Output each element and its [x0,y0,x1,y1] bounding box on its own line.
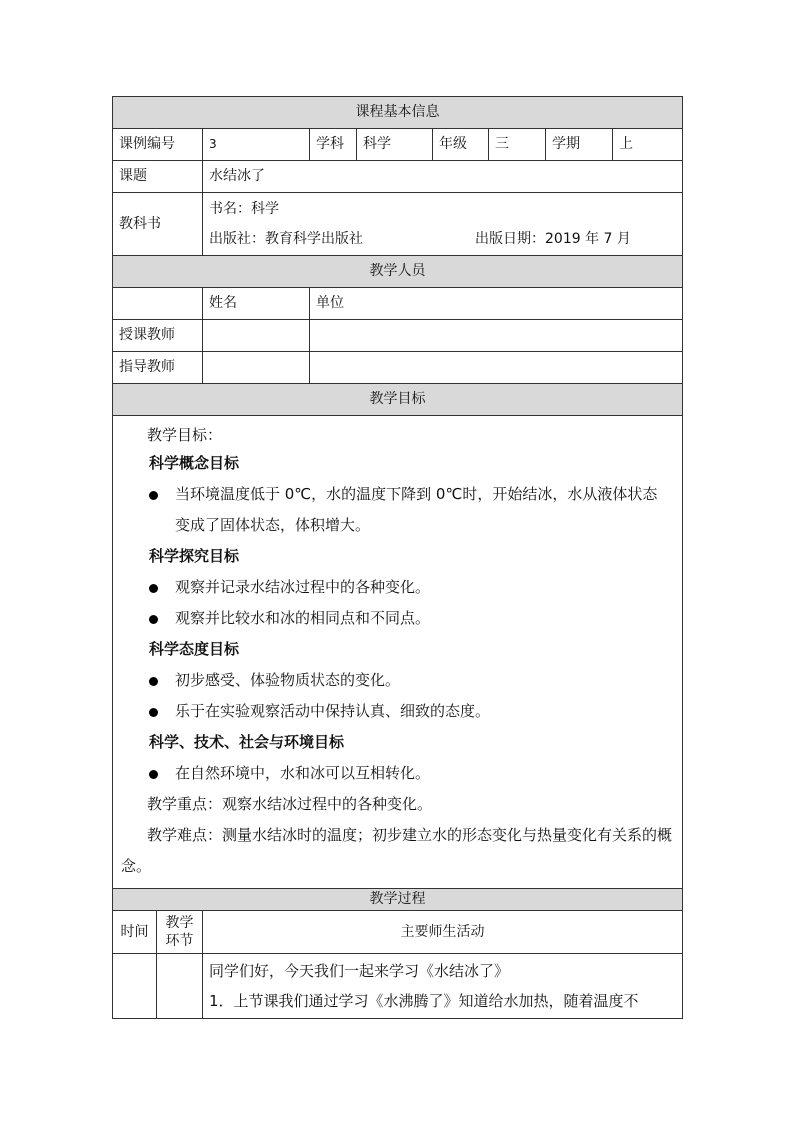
staff-columns-row [113,288,683,320]
attitude-goal-title: 科学态度目标 [149,640,240,658]
staff-blank-cell [113,288,203,320]
textbook-info [203,193,683,256]
activity-line: 1．上节课我们通过学习《水沸腾了》知道给水加热，随着温度不 [209,992,639,1010]
concept-goal-item [121,479,674,541]
process-row [113,954,683,1019]
goals-header: 教学目标 [113,384,683,416]
inquiry-goal-title: 科学探究目标 [149,547,240,565]
inquiry-goal-text: 观察并记录水结冰过程中的各种变化。 [175,578,431,596]
subject-value: 科学 [357,129,433,161]
stse-goal-item [121,758,674,789]
teacher-row [113,320,683,352]
topic-label: 课题 [113,161,203,193]
activity-line: 同学们好，今天我们一起来学习《水结冰了》 [209,962,510,980]
basic-info-header-row [113,97,683,129]
difficulty: 教学难点：测量水结冰时的温度；初步建立水的形态变化与热量变化有关系的概念。 [121,826,673,875]
bullet-icon [149,615,158,624]
staff-header: 教学人员 [113,256,683,288]
inquiry-goal-item [121,572,674,603]
advisor-label: 指导教师 [113,352,203,384]
time-cell [113,954,157,1019]
subject-label: 学科 [310,129,357,161]
unit-column-header: 单位 [310,288,683,320]
attitude-goal-text: 初步感受、体验物质状态的变化。 [175,671,401,689]
goals-body-row [113,416,683,889]
attitude-goal-item [121,665,674,696]
publish-date: 出版日期：2019 年 7 月 [475,231,631,247]
book-name: 书名：科学 [209,201,279,217]
goals-header-row [113,384,683,416]
lesson-plan-document [112,96,682,1019]
attitude-goal-text: 乐于在实验观察活动中保持认真、细致的态度。 [175,702,491,720]
bullet-icon [149,677,158,686]
textbook-label: 教科书 [113,193,203,256]
process-header-row [113,889,683,911]
attitude-goal-item [121,696,674,727]
bullet-icon [149,491,158,500]
basic-info-header: 课程基本信息 [113,97,683,129]
inquiry-goal-item [121,603,674,634]
advisor-row [113,352,683,384]
stage-column-header: 教学环节 [157,911,203,954]
term-value: 上 [613,129,683,161]
case-info-row [113,129,683,161]
lesson-plan-table [112,96,683,1019]
term-label: 学期 [546,129,613,161]
bullet-icon [149,708,158,717]
teacher-label: 授课教师 [113,320,203,352]
textbook-row [113,193,683,256]
name-column-header: 姓名 [203,288,310,320]
concept-goal-title: 科学概念目标 [149,454,240,472]
activity-cell [203,954,683,1019]
advisor-unit-cell [310,352,683,384]
stse-goal-title: 科学、技术、社会与环境目标 [149,733,345,751]
case-no-label: 课例编号 [113,129,203,161]
goals-body [113,416,683,889]
publisher-line [209,224,676,254]
concept-goal-text: 当环境温度低于 0℃，水的温度下降到 0℃时，开始结冰，水从液体状态变成了固体状态，体积增大。 [175,485,658,534]
activity-column-header: 主要师生活动 [203,911,683,954]
time-column-header: 时间 [113,911,157,954]
grade-value: 三 [489,129,546,161]
teacher-unit-cell [310,320,683,352]
goals-intro: 教学目标： [147,426,223,444]
inquiry-goal-text: 观察并比较水和冰的相同点和不同点。 [175,609,431,627]
bullet-icon [149,770,158,779]
process-columns-row [113,911,683,954]
key-point: 教学重点：观察水结冰过程中的各种变化。 [147,795,433,813]
grade-label: 年级 [433,129,489,161]
stage-cell [157,954,203,1019]
staff-header-row [113,256,683,288]
topic-value: 水结冰了 [203,161,683,193]
teacher-name-cell [203,320,310,352]
bullet-icon [149,584,158,593]
topic-row [113,161,683,193]
case-no-value: 3 [203,129,310,161]
publisher: 出版社：教育科学出版社 [209,231,363,247]
process-header: 教学过程 [113,889,683,911]
stse-goal-text: 在自然环境中，水和冰可以互相转化。 [175,764,431,782]
advisor-name-cell [203,352,310,384]
